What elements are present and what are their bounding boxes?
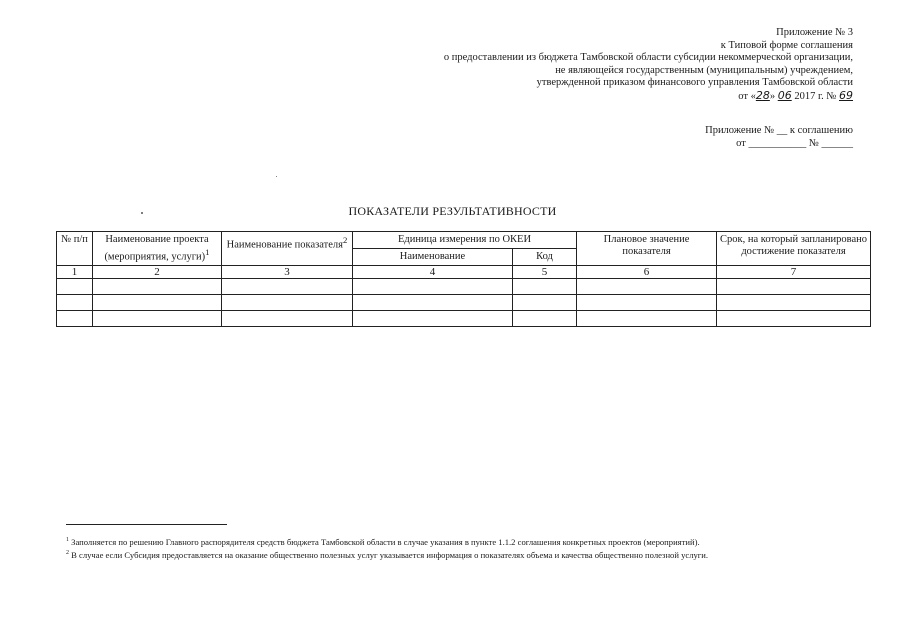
appendix-header — [444, 27, 853, 104]
scan-speck — [276, 176, 277, 177]
page-title: ПОКАЗАТЕЛИ РЕЗУЛЬТАТИВНОСТИ — [348, 204, 557, 218]
table-header-row — [57, 232, 871, 249]
table-cell — [222, 294, 353, 310]
table-cell — [93, 278, 222, 294]
col-unit-name-header: Наименование — [353, 248, 513, 265]
table-row — [57, 278, 871, 294]
appendix-subject-cont: не являющейся государственным (муниципальным) учреждением, — [555, 64, 853, 76]
column-number: 4 — [353, 265, 513, 278]
column-number: 7 — [717, 265, 871, 278]
col-project-header: Наименование проекта (мероприятия, услуги)$^1$ — [93, 232, 222, 266]
table-cell — [93, 310, 222, 326]
table-cell — [57, 294, 93, 310]
table-cell — [513, 310, 577, 326]
column-number: 3 — [222, 265, 353, 278]
handwritten-number: 69 — [839, 88, 853, 102]
table-row — [57, 294, 871, 310]
indicators-table — [56, 231, 871, 327]
table-row — [57, 310, 871, 326]
footnote-2: $^2$ В случае если Субсидия предоставляется на оказание общественно полезных услуг указывается информация о показателях объема и качества общественно полезной услуги. — [66, 549, 709, 560]
col-unit-code-header: Код — [513, 248, 577, 265]
appendix-form-ref: к Типовой форме соглашения — [720, 39, 853, 51]
table-cell — [57, 310, 93, 326]
agreement-appendix: Приложение № __ к соглашению — [705, 125, 853, 136]
column-number: 6 — [577, 265, 717, 278]
column-number: 2 — [93, 265, 222, 278]
scan-speck — [141, 212, 143, 214]
column-numbers-row — [57, 265, 871, 278]
handwritten-month: 06 — [777, 88, 792, 102]
table-cell — [717, 310, 871, 326]
table-cell — [577, 310, 717, 326]
agreement-reference — [705, 125, 853, 150]
table-cell — [717, 294, 871, 310]
column-number: 5 — [513, 265, 577, 278]
col-planned-value-header: Плановое значение показателя — [577, 232, 717, 266]
col-deadline-header: Срок, на который запланировано достижение показателя — [717, 232, 871, 266]
table-cell — [353, 294, 513, 310]
table-cell — [577, 278, 717, 294]
table-cell — [353, 278, 513, 294]
table-cell — [577, 294, 717, 310]
table-cell — [717, 278, 871, 294]
footnote-separator — [66, 524, 227, 525]
appendix-date-line: от «28» 06 2017 г. № 69 — [738, 88, 853, 102]
column-number: 1 — [57, 265, 93, 278]
table-cell — [93, 294, 222, 310]
col-indicator-header: Наименование показателя$^2$ — [222, 232, 353, 266]
table-cell — [57, 278, 93, 294]
appendix-subject: о предоставлении из бюджета Тамбовской области субсидии некоммерческой организации, — [443, 52, 853, 64]
appendix-number: Приложение № 3 — [776, 27, 853, 38]
col-unit-header: Единица измерения по ОКЕИ — [353, 232, 577, 249]
footnote-1: $^1$ Заполняется по решению Главного распорядителя средств бюджета Тамбовской области в случае указания в пункте 1.1.2 соглашения конкретных проектов (мероприятий). — [66, 536, 700, 547]
handwritten-day: 28 — [755, 88, 770, 102]
agreement-date-line: от ___________ № ______ — [736, 137, 853, 149]
appendix-order: утвержденной приказом финансового управления Тамбовской области — [536, 77, 853, 89]
table-cell — [513, 294, 577, 310]
table-cell — [222, 310, 353, 326]
col-number-header: № п/п — [57, 232, 93, 266]
table-cell — [353, 310, 513, 326]
table-cell — [222, 278, 353, 294]
table-cell — [513, 278, 577, 294]
